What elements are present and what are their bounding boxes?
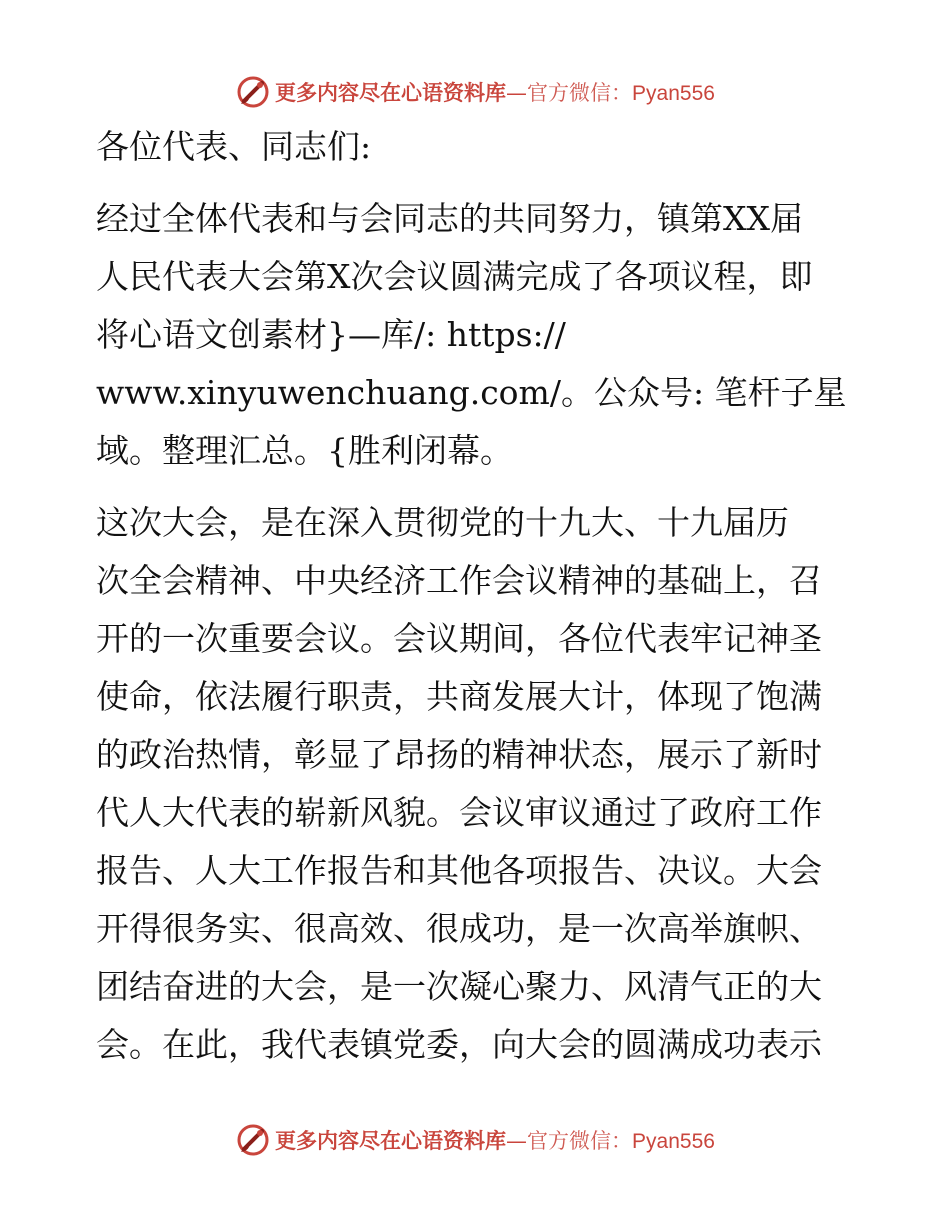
watermark-wechat-id: Pyan556: [632, 1130, 715, 1153]
paragraph-line: 使命，依法履行职责，共商发展大计，体现了饱满: [96, 677, 822, 716]
watermark-separator: —: [506, 81, 528, 105]
watermark-text: [275, 77, 715, 107]
paragraph-line: 次全会精神、中央经济工作会议精神的基础上，召: [96, 561, 822, 600]
brush-pen-logo-icon: [235, 74, 271, 110]
watermark-main: 更多内容尽在心语资料库: [275, 81, 507, 105]
paragraph-1: [96, 190, 856, 480]
paragraph-line: 人民代表大会第X次会议圆满完成了各项议程，即: [96, 257, 813, 296]
paragraph-line: 开的一次重要会议。会议期间，各位代表牢记神圣: [96, 619, 822, 658]
brush-pen-logo-icon: [235, 1122, 271, 1158]
paragraph-line: 将心语文创素材}—库/: https://: [96, 315, 566, 354]
watermark-text: [275, 1125, 715, 1155]
paragraph-line: 的政治热情，彰显了昂扬的精神状态，展示了新时: [96, 735, 822, 774]
paragraph-line: 经过全体代表和与会同志的共同努力，镇第XX届: [96, 199, 803, 238]
paragraph-2: [96, 494, 856, 1074]
paragraph-line: 报告、人大工作报告和其他各项报告、决议。大会: [96, 851, 822, 890]
paragraph-line: www.xinyuwenchuang.com/。公众号: 笔杆子星: [96, 373, 847, 412]
header-watermark-banner: [0, 70, 950, 114]
paragraph-line: 开得很务实、很高效、很成功，是一次高举旗帜、: [96, 909, 822, 948]
watermark-wechat-id: Pyan556: [632, 82, 715, 105]
paragraph-line: 代人大代表的崭新风貌。会议审议通过了政府工作: [96, 793, 822, 832]
watermark-separator: —: [506, 1129, 528, 1153]
paragraph-line: 会。在此，我代表镇党委，向大会的圆满成功表示: [96, 1025, 822, 1064]
footer-watermark-banner: [0, 1118, 950, 1162]
watermark-wechat-label: 官方微信：: [527, 1129, 633, 1153]
watermark-main: 更多内容尽在心语资料库: [275, 1129, 507, 1153]
paragraph-line: 团结奋进的大会，是一次凝心聚力、风清气正的大: [96, 967, 822, 1006]
paragraph-line: 域。整理汇总。{胜利闭幕。: [96, 431, 513, 470]
document-body: [96, 118, 856, 1074]
greeting: 各位代表、同志们:: [96, 127, 372, 166]
paragraph-line: 这次大会，是在深入贯彻党的十九大、十九届历: [96, 503, 789, 542]
watermark-wechat-label: 官方微信：: [527, 81, 633, 105]
